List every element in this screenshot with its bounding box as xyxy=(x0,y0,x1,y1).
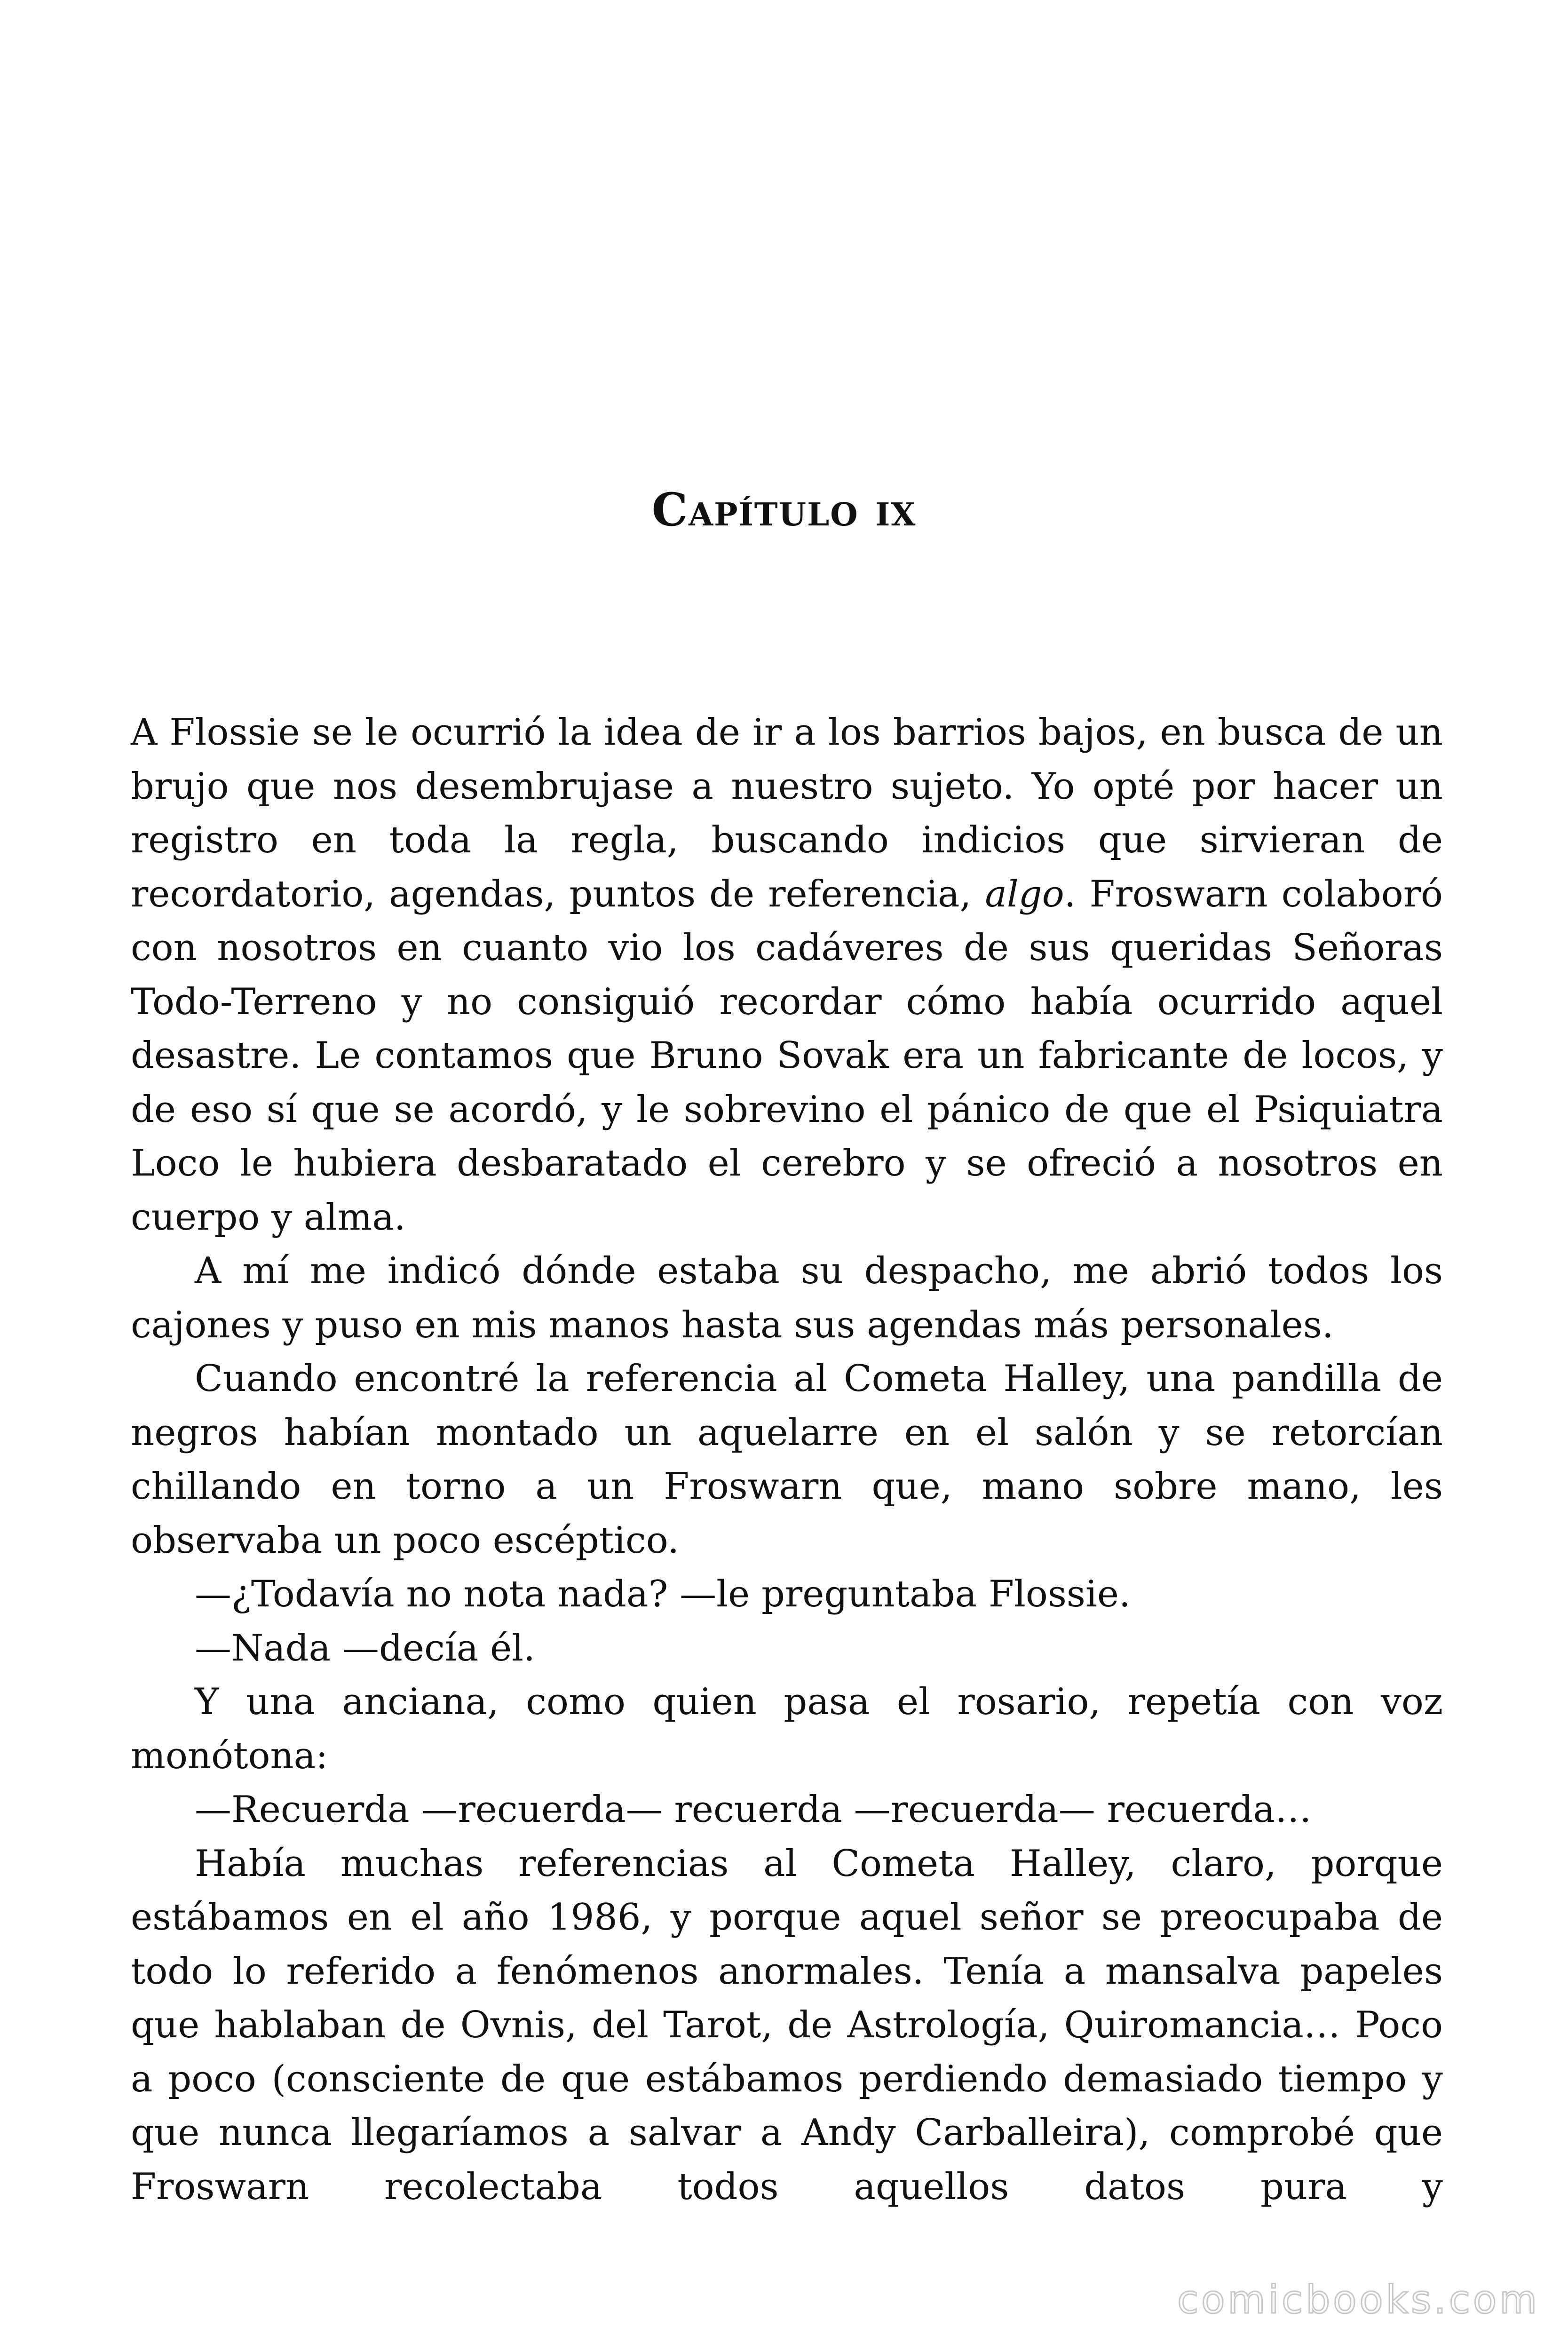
paragraph-8: Había muchas referencias al Cometa Halley, claro, porque estábamos en el año 1986, y porque aquel señor se preocupaba de todo lo referido a fenómenos anormales. Tenía a mansalva papeles que hablaban de Ovnis, del Tarot, de Astrología, Quiromancia… Poco a poco (consciente de que estábamos perdiendo demasiado tiempo y que nunca llegaríamos a salvar a Andy Carballeira), comprobé que Froswarn recolectaba todos aquellos datos pura y xyxy=(131,1842,1443,2208)
watermark: comicbooks.com xyxy=(1177,2278,1540,2322)
paragraph-2: A mí me indicó dónde estaba su despacho, me abrió todos los cajones y puso en mis manos hasta sus agendas más personales. xyxy=(131,1250,1443,1346)
chapter-title: Capítulo ix xyxy=(651,483,917,537)
paragraph-3: Cuando encontré la referencia al Cometa Halley, una pandilla de negros habían montado un aquelarre en el salón y se retorcían chillando en torno a un Froswarn que, mano sobre mano, les observaba un poco escéptico. xyxy=(131,1358,1443,1562)
paragraph-1-italic: algo xyxy=(985,873,1064,915)
paragraph-6: Y una anciana, como quien pasa el rosario, repetía con voz monótona: xyxy=(131,1681,1443,1777)
paragraph-7: —Recuerda —recuerda— recuerda —recuerda— recuerda… xyxy=(195,1788,1312,1831)
chapter-body xyxy=(131,706,1443,2214)
paragraph-5: —Nada —decía él. xyxy=(195,1627,535,1669)
paragraph-1-text-b: . Froswarn colaboró con nosotros en cuanto vio los cadáveres de sus queridas Señoras Todo-Terreno y no consiguió recordar cómo había ocurrido aquel desastre. Le contamos que Bruno Sovak era un fabricante de locos, y de eso sí que se acordó, y le sobrevino el pánico de que el Psiquiatra Loco le hubiera desbaratado el cerebro y se ofreció a nosotros en cuerpo y alma. xyxy=(131,873,1443,1239)
paragraph-1-text-a: A Flossie se le ocurrió la idea de ir a los barrios bajos, en busca de un brujo que nos desembrujase a nuestro sujeto. Yo opté por hacer un registro en toda la regla, buscando indicios que sirvieran de recordatorio, agendas, puntos de referencia, xyxy=(131,711,1443,915)
paragraph-1 xyxy=(131,706,1443,1244)
paragraph-4: —¿Todavía no nota nada? —le preguntaba Flossie. xyxy=(195,1573,1131,1615)
